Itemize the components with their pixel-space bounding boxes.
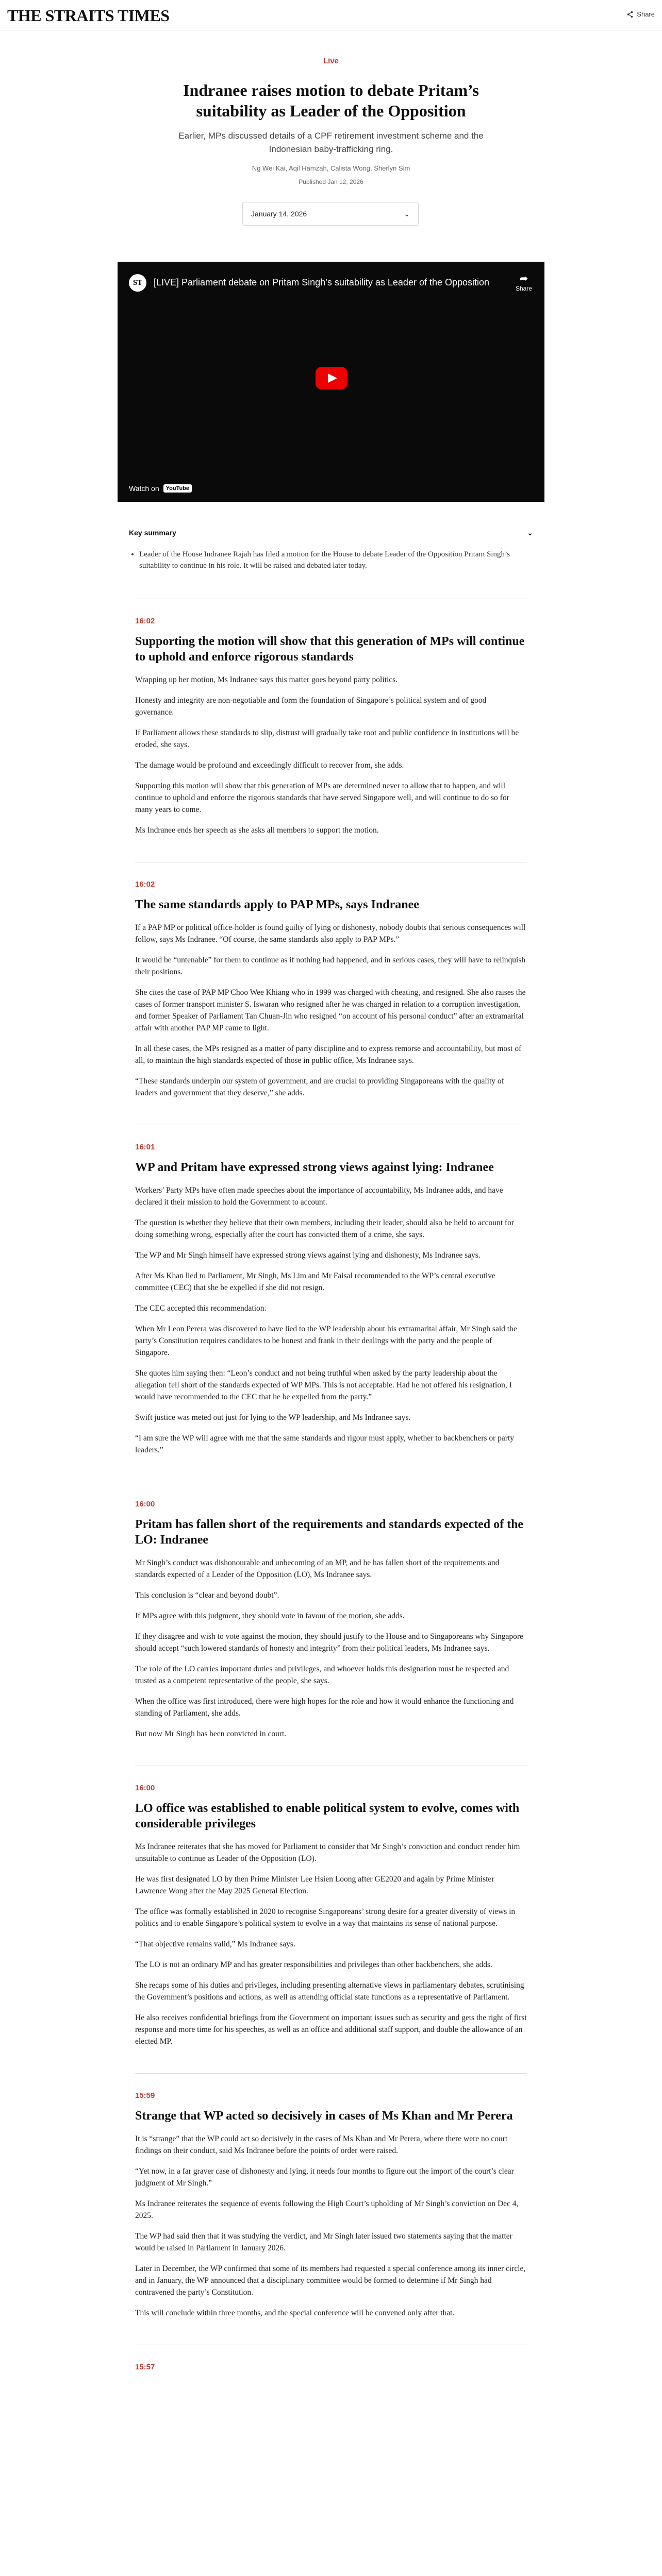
entry-paragraph: Honesty and integrity are non-negotiable and form the foundation of Singapore’s political system and of good governance. (135, 696, 487, 717)
entry-paragraph: Ms Indranee reiterates the sequence of events following the High Court’s upholding of Mr Singh’s conviction on Dec 4, 2025. (135, 2199, 519, 2220)
share-button[interactable] (626, 10, 655, 18)
key-summary-toggle[interactable] (129, 529, 533, 537)
watch-on-label: Watch on (129, 484, 159, 493)
entry-paragraph: “Yet now, in a far graver case of dishonesty and lying, it needs four months to figure out the import of the court’s clear judgment of Mr Singh.” (135, 2167, 514, 2188)
entry-paragraph: The damage would be profound and exceedingly difficult to recover from, she adds. (135, 761, 404, 770)
entry-time: 16:01 (135, 1143, 155, 1151)
entry-paragraph: Later in December, the WP confirmed that some of its members had requested a special conference among its inner circle, and in January, the WP announced that a disciplinary committee would be formed to determine if Mr Singh had contravened the party’s Constitution. (135, 2264, 526, 2297)
chevron-down-icon: ⌄ (527, 529, 533, 537)
video-player[interactable] (118, 262, 544, 502)
entry-paragraph: If MPs agree with this judgment, they should vote in favour of the motion, she adds. (135, 1612, 405, 1620)
live-entry (135, 2073, 527, 2319)
entry-paragraph: If Parliament allows these standards to slip, distrust will gradually take root and public confidence in institutions will be eroded, she says. (135, 728, 519, 749)
entry-paragraph: In all these cases, the MPs resigned as a matter of party discipline and to express remorse and accountability, but most of all, to maintain the high standards expected of those in public office, Ms Indranee says. (135, 1044, 522, 1065)
article-header (0, 57, 662, 185)
share-icon (626, 11, 634, 18)
video-share-button[interactable] (516, 272, 532, 292)
entry-paragraph: If they disagree and wish to vote against the motion, they should justify to the House and to Singaporeans why Singapore should accept “such lowered standards of honesty and integrity” from their political leaders, Ms Indranee says. (135, 1632, 523, 1653)
entry-paragraph: It would be “untenable” for them to continue as if nothing had happened, and in serious cases, they will have to relinquish their positions. (135, 956, 526, 976)
entry-paragraph: The role of the LO carries important duties and privileges, and whoever holds this designation must be respected and trusted as a competent representative of the people, she says. (135, 1665, 509, 1685)
top-bar (0, 0, 662, 30)
live-entry (135, 862, 527, 1099)
entry-time: 16:02 (135, 880, 155, 889)
watch-on-youtube[interactable] (129, 484, 192, 493)
entry-title: LO office was established to enable political system to evolve, comes with considerable privileges (135, 1802, 520, 1831)
article-authors[interactable]: Ng Wei Kai, Aqil Hamzah, Calista Wong, Sherlyn Sim (252, 164, 410, 172)
entry-paragraph: This will conclude within three months, and the special conference will be convened only after that. (135, 2309, 455, 2317)
youtube-logo: YouTube (163, 484, 192, 493)
entry-paragraph: The LO is not an ordinary MP and has greater responsibilities and privileges than other backbenchers, she adds. (135, 1960, 492, 1969)
entry-paragraph: It is “strange” that the WP could act so decisively in the cases of Ms Khan and Mr Perera, where there were no court findings on their conduct, said Ms Indranee before the points of order were raised. (135, 2134, 508, 2155)
site-logo[interactable]: THE STRAITS TIMES (7, 6, 170, 25)
entry-title: WP and Pritam have expressed strong views against lying: Indranee (135, 1161, 494, 1174)
entry-paragraph: The question is whether they believe that their own members, including their leader, should also be held to account for doing something wrong, especially after the court has convicted them of a crime, she says. (135, 1218, 514, 1239)
entry-title: Supporting the motion will show that this generation of MPs will continue to uphold and enforce rigorous standards (135, 635, 525, 664)
entry-paragraph: The WP had said then that it was studying the verdict, and Mr Singh later issued two statements saying that the matter would be raised in Parliament in January 2026. (135, 2232, 512, 2252)
live-feed (135, 599, 527, 2397)
channel-avatar[interactable]: ST (129, 274, 146, 292)
entry-paragraph: He was first designated LO by then Prime Minister Lee Hsien Loong after GE2020 and again by Prime Minister Lawrence Wong after the May 2025 General Election. (135, 1875, 494, 1895)
entry-time: 15:59 (135, 2091, 155, 2100)
video-title[interactable]: [LIVE] Parliament debate on Pritam Singh’s suitability as Leader of the Opposition (154, 277, 490, 287)
entry-paragraph: She recaps some of his duties and privileges, including presenting alternative views in parliamentary debates, scrutinising the Government’s positions and actions, as well as attending official state functions as a representative of Parliament. (135, 1981, 524, 2002)
entry-paragraph: The office was formally established in 2020 to recognise Singaporeans’ strong desire for a greater diversity of views in politics and to enable Singapore’s political system to evolve in a way that maintains its sense of national purpose. (135, 1907, 516, 1928)
entry-paragraph: Swift justice was meted out just for lying to the WP leadership, and Ms Indranee says. (135, 1413, 411, 1422)
entry-paragraph: She cites the case of PAP MP Choo Wee Khiang who in 1999 was charged with cheating, and resigned. She also raises the cases of former transport minister S. Iswaran who resigned after he was charged in relation to a corruption investigation, and former Speaker of Parliament Tan Chuan-Jin who resigned “on account of his personal conduct” after an extramarital affair with another PAP MP came to light. (135, 988, 526, 1032)
video-share-label: Share (515, 285, 532, 292)
entry-paragraph: When Mr Leon Perera was discovered to have lied to the WP leadership about his extramarital affair, Mr Singh said the party’s Constitution requires candidates to be honest and frank in their dealings with the party and the people of Singapore. (135, 1325, 517, 1357)
entry-paragraph: Wrapping up her motion, Ms Indranee says this matter goes beyond party politics. (135, 675, 398, 684)
entry-paragraph: Ms Indranee ends her speech as she asks all members to support the motion. (135, 826, 379, 835)
entry-paragraph: Workers’ Party MPs have often made speeches about the importance of accountability, Ms Indranee adds, and have declared it their mission to hold the Government to account. (135, 1186, 503, 1207)
entry-paragraph: The WP and Mr Singh himself have expressed strong views against lying and dishonesty, Ms Indranee says. (135, 1251, 481, 1260)
entry-title: Pritam has fallen short of the requirements and standards expected of the LO: Indranee (135, 1518, 524, 1547)
article-subtitle: Earlier, MPs discussed details of a CPF retirement investment scheme and the Indonesian baby-trafficking ring. (178, 131, 484, 154)
live-badge: Live (323, 57, 339, 65)
summary-fade (119, 570, 543, 590)
entry-time: 16:02 (135, 617, 155, 625)
entry-paragraph: The CEC accepted this recommendation. (135, 1304, 267, 1313)
live-entry (135, 1482, 527, 1740)
share-arrow-icon: ➦ (519, 273, 528, 284)
date-select[interactable] (242, 202, 419, 226)
share-label: Share (637, 10, 655, 18)
play-button[interactable] (316, 367, 347, 389)
entry-paragraph: She quotes him saying then: “Leon’s conduct and not being truthful when asked by the party leadership about the allegation fell short of the standards expected of WP MPs. This is not acceptable. Had he not offered his resignation, I would have recommended to the CEC that he be expelled from the party.” (135, 1369, 512, 1401)
entry-time: 15:57 (135, 2363, 155, 2371)
entry-paragraph: After Ms Khan lied to Parliament, Mr Singh, Ms Lim and Mr Faisal recommended to the WP’s central executive committee (CEC) that she be expelled if she did not resign. (135, 1272, 495, 1292)
entry-time: 16:00 (135, 1500, 155, 1509)
page-title: Indranee raises motion to debate Pritam’s suitability as Leader of the Opposition (183, 81, 479, 120)
published-date: Published Jan 12, 2026 (299, 178, 363, 185)
entry-paragraph: “I am sure the WP will agree with me that the same standards and rigour must apply, whether to backbenchers or party leaders.” (135, 1434, 515, 1454)
entry-paragraph: When the office was first introduced, there were high hopes for the role and how it would enhance the functioning and standing of Parliament, she adds. (135, 1697, 514, 1718)
live-entry (135, 599, 527, 836)
entry-paragraph: He also receives confidential briefings from the Government on important issues such as security and gets the right of first response and more time for his speeches, as well as an office and additional staff support, and double the allowance of an elected MP. (135, 2013, 527, 2046)
entry-paragraph: But now Mr Singh has been convicted in court. (135, 1730, 287, 1738)
entry-title: Strange that WP acted so decisively in cases of Ms Khan and Mr Perera (135, 2109, 513, 2123)
date-select-value: January 14, 2026 (251, 210, 307, 218)
key-summary-heading: Key summary (129, 529, 176, 537)
key-summary (119, 522, 543, 590)
live-entry (135, 1125, 527, 1456)
entry-paragraph: Supporting this motion will show that this generation of MPs are determined never to allow that to happen, and will continue to uphold and enforce the rigorous standards that have served Singapore well, and will continue to do so for many years to come. (135, 782, 509, 814)
key-summary-item: • Leader of the House Indranee Rajah has filed a motion for the House to debate Leader of the Opposition Pritam Singh’s suitability to continue in his role. It will be raised and debated later today. (139, 549, 533, 571)
entry-paragraph: “That objective remains valid,” Ms Indranee says. (135, 1940, 295, 1948)
live-entry (135, 1766, 527, 2047)
entry-paragraph: “These standards underpin our system of government, and are crucial to providing Singaporeans with the quality of leaders and government that they deserve,” she adds. (135, 1077, 504, 1097)
entry-paragraph: This conclusion is “clear and beyond doubt”. (135, 1591, 279, 1600)
entry-title: The same standards apply to PAP MPs, says Indranee (135, 898, 419, 911)
entry-paragraph: Mr Singh’s conduct was dishonourable and unbecoming of an MP, and he has fallen short of the requirements and standards expected of a Leader of the Opposition (LO), Ms Indranee says. (135, 1558, 500, 1579)
key-summary-list (129, 549, 533, 571)
live-entry (135, 2345, 527, 2371)
entry-time: 16:00 (135, 1784, 155, 1792)
entry-paragraph: If a PAP MP or political office-holder is found guilty of lying or dishonesty, nobody doubts that serious consequences will follow, says Ms Indranee. “Of course, the same standards also apply to PAP MPs.” (135, 923, 526, 944)
chevron-down-icon: ⌄ (404, 209, 410, 218)
entry-paragraph: Ms Indranee reiterates that she has moved for Parliament to consider that Mr Singh’s conviction and conduct render him unsuitable to continue as Leader of the Opposition (LO). (135, 1842, 520, 1863)
